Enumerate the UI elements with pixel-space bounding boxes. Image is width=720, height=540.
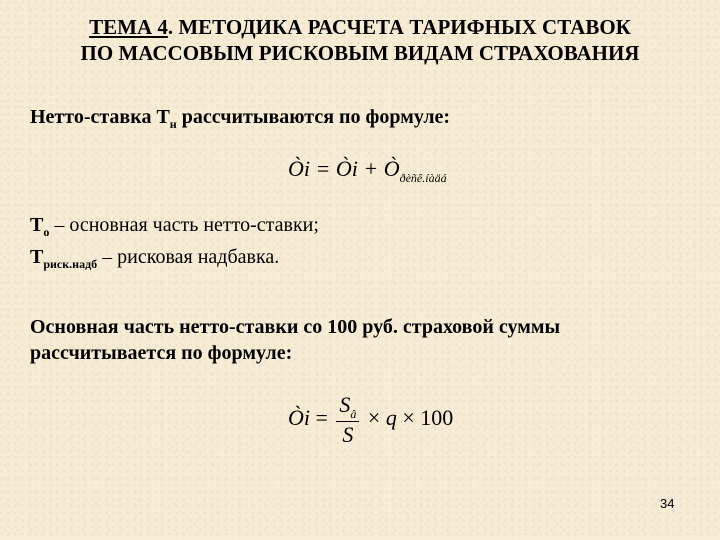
intro-after: рассчитываются по формуле: [176, 106, 451, 128]
formula1-plus: + [357, 156, 384, 181]
formula2-denominator: S [342, 422, 354, 447]
page-number: 34 [660, 496, 675, 511]
formula2-times-1: × [362, 405, 386, 431]
intro-text [30, 104, 450, 132]
paragraph2-line2: рассчитывается по формуле: [30, 342, 293, 364]
def2-subscript: риск.надб [43, 257, 98, 271]
definition-base-part [30, 212, 319, 240]
intro-subscript: н [169, 117, 177, 131]
def2-symbol: Т [30, 246, 44, 268]
title-line-1-text: . МЕТОДИКА РАСЧЕТА ТАРИФНЫХ СТАВОК [167, 15, 631, 39]
formula2-times-2: × [396, 405, 421, 431]
paragraph2-line1: Основная часть нетто-ставки со 100 руб. страховой суммы [30, 316, 561, 338]
base-part-formula [288, 392, 453, 448]
intro-before: Нетто-ставка Т [30, 106, 170, 128]
title-topic-number: ТЕМА 4 [89, 15, 168, 39]
title-line-2: ПО МАССОВЫМ РИСКОВЫМ ВИДАМ СТРАХОВАНИЯ [80, 41, 640, 65]
def1-subscript: о [43, 225, 50, 239]
formula2-q: q [385, 405, 397, 431]
formula1-term2: Ò [383, 156, 400, 181]
formula1-term1: Òi [335, 156, 358, 181]
paragraph-base-part [30, 314, 690, 366]
formula2-num-symbol: S [339, 392, 351, 417]
def2-text: – рисковая надбавка. [97, 246, 280, 268]
formula2-equals: = [310, 405, 334, 431]
net-rate-formula [288, 156, 447, 185]
title-line-1 [0, 14, 720, 40]
definition-risk-loading [30, 244, 279, 272]
formula1-lhs: Òi [288, 156, 310, 181]
def1-text: – основная часть нетто-ставки; [49, 214, 319, 236]
formula2-fraction [336, 392, 359, 448]
formula1-equals: = [310, 156, 336, 181]
def1-symbol: Т [30, 214, 44, 236]
formula2-num-index: â [350, 407, 357, 421]
formula2-lhs: Òi [288, 405, 310, 431]
formula2-hundred: 100 [420, 405, 454, 431]
formula1-term2-index: ðèñê.íàäá [399, 171, 447, 185]
slide-title [0, 14, 720, 66]
formula2-numerator [336, 392, 359, 422]
